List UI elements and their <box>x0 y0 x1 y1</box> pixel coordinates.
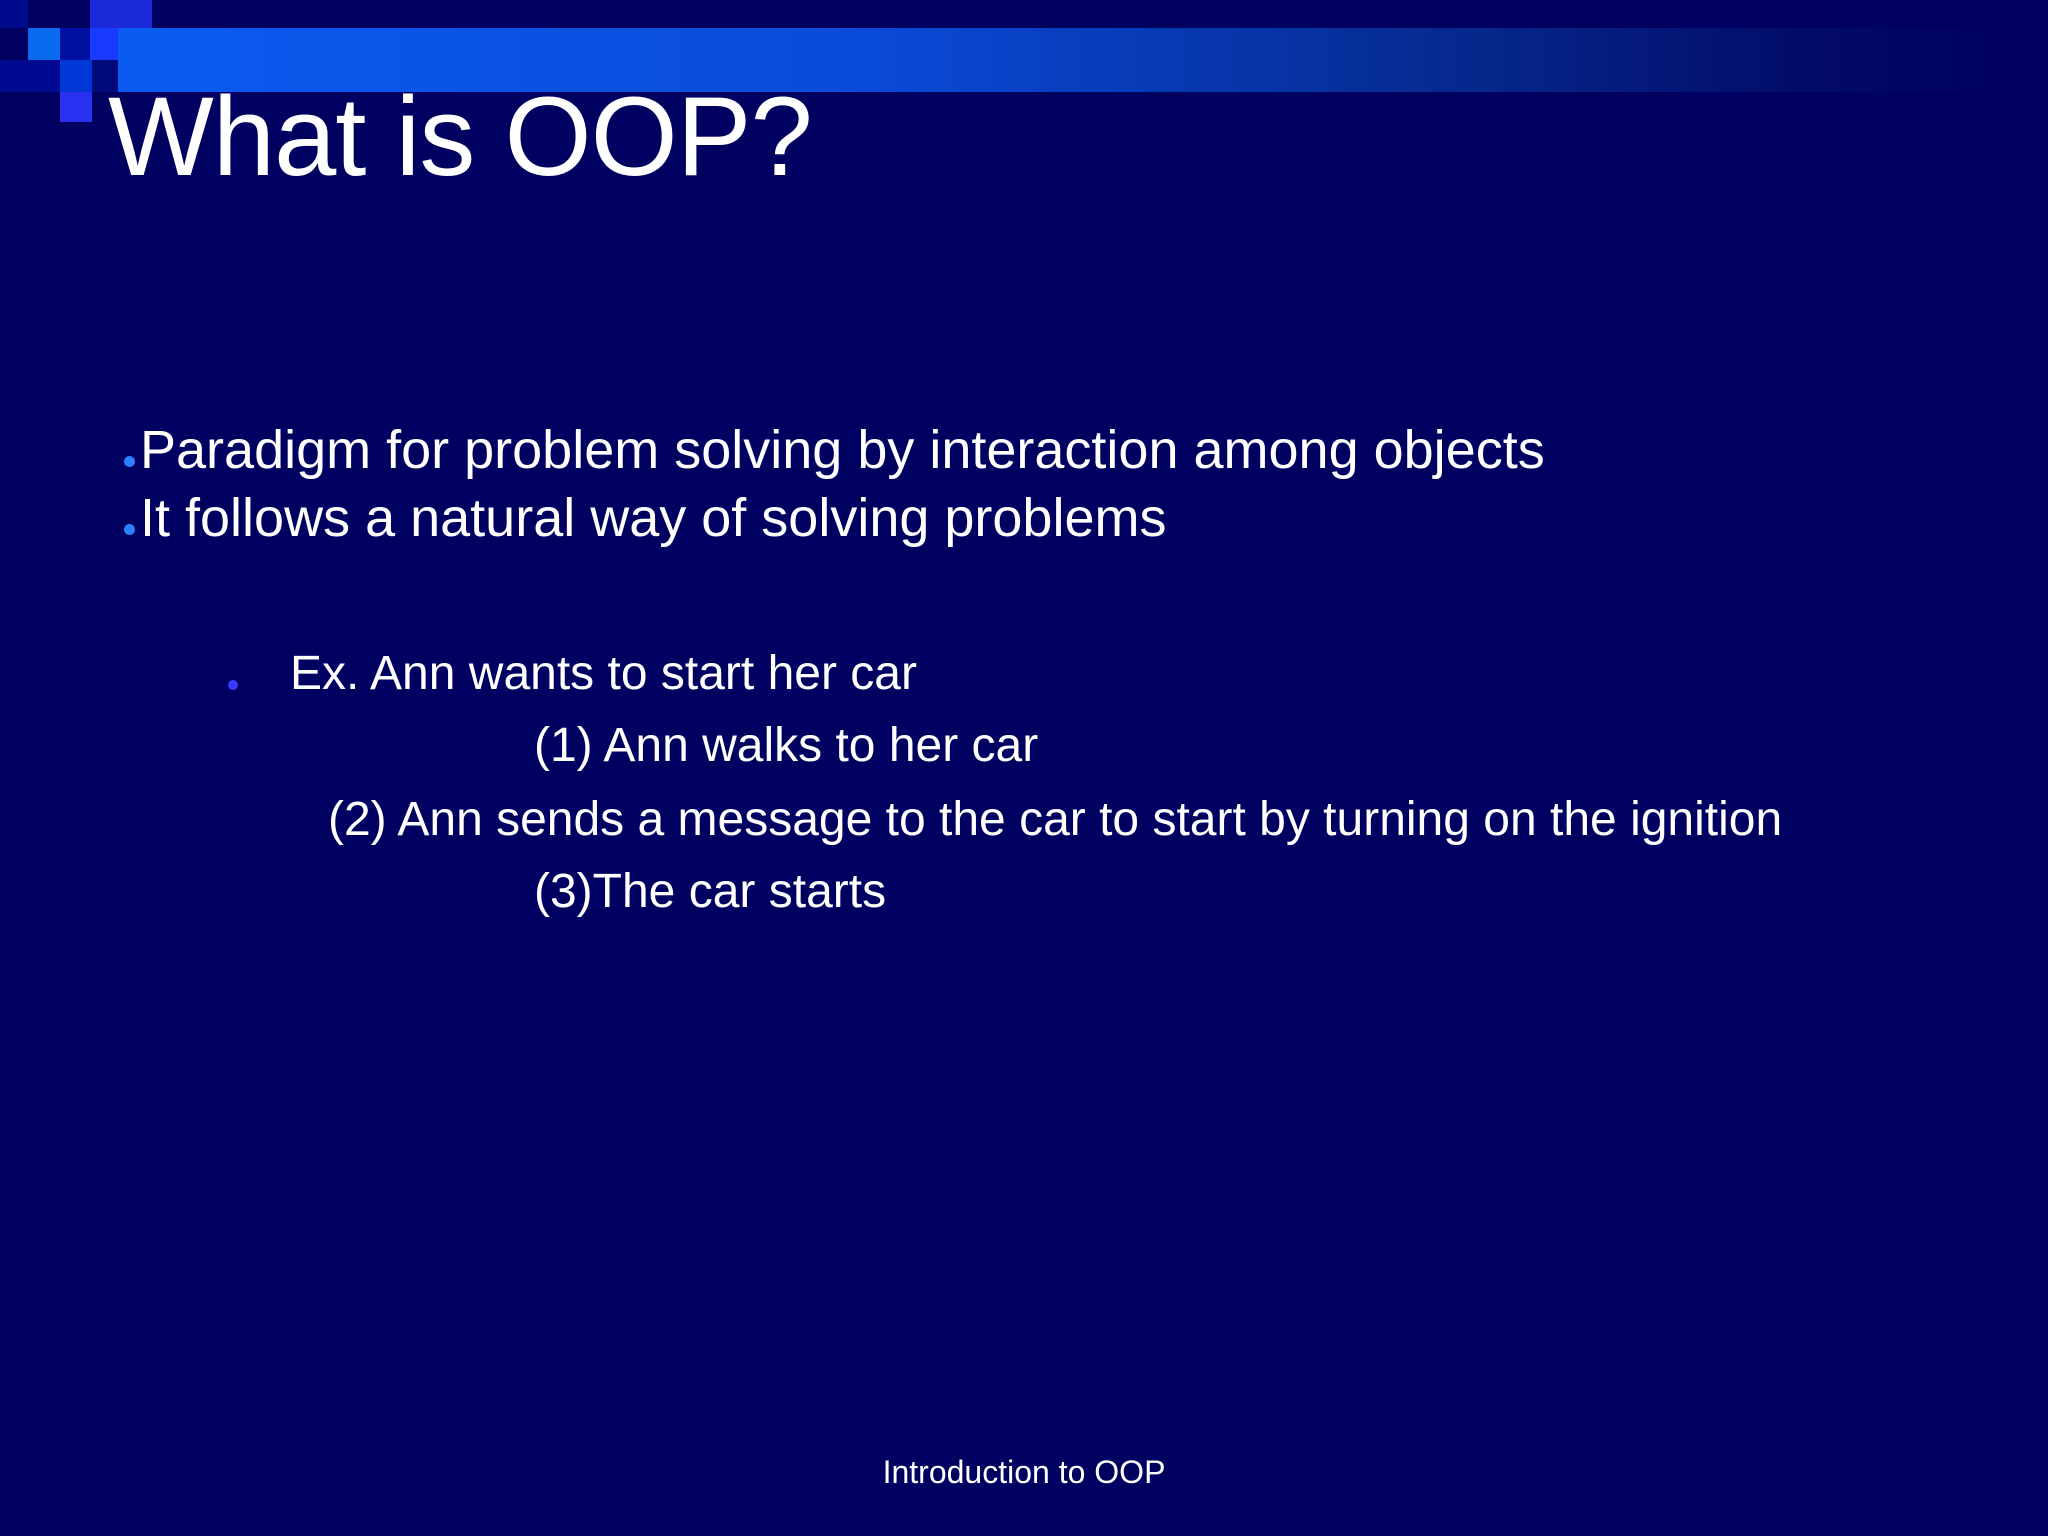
decorative-square <box>60 60 92 92</box>
decorative-square <box>60 28 90 60</box>
bullet-item <box>118 416 1545 484</box>
bullet-item <box>118 484 1545 552</box>
decorative-square <box>90 0 152 28</box>
decorative-square <box>0 60 60 92</box>
decorative-square <box>28 28 60 60</box>
decorative-square <box>90 28 120 60</box>
bullet-dot-icon <box>124 524 135 535</box>
example-step: (2) Ann sends a message to the car to start by turning on the ignition <box>328 793 1783 846</box>
decorative-square <box>60 92 92 122</box>
bullet-list <box>118 416 1545 552</box>
slide-title: What is OOP? <box>108 74 812 199</box>
bullet-dot-icon <box>124 456 135 467</box>
example-step: (3)The car starts <box>534 865 887 918</box>
bullet-text: It follows a natural way of solving problems <box>140 488 1167 548</box>
bullet-text: Paradigm for problem solving by interaction among objects <box>140 420 1545 480</box>
sub-bullet-dot-icon <box>228 680 238 690</box>
example-step: (1) Ann walks to her car <box>534 719 1039 772</box>
decorative-square <box>0 0 28 28</box>
example-label: Ex. Ann wants to start her car <box>290 647 917 700</box>
slide-footer: Introduction to OOP <box>882 1454 1166 1490</box>
